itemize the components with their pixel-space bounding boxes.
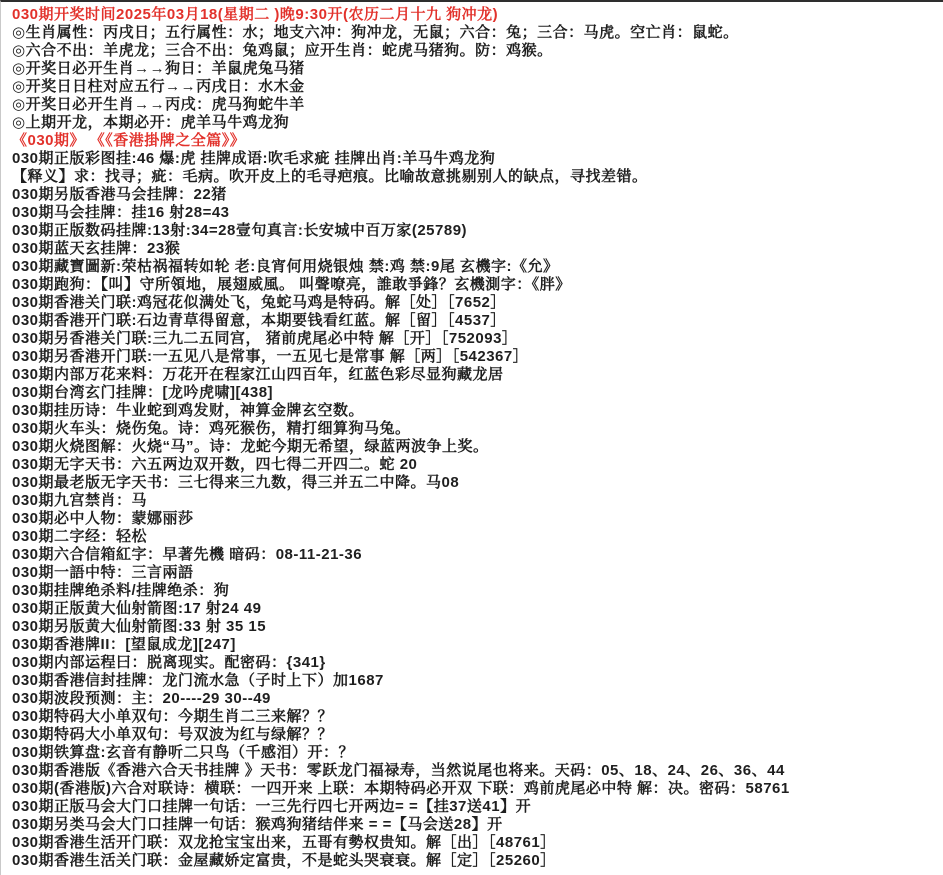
info-line-23: 030期挂历诗：牛业蛇到鸡发财，神算金牌玄空数。 — [12, 402, 365, 419]
info-line-15: 030期藏寶圖新:荣枯祸福转如轮 老:良宵何用烧银烛 禁:鸡 禁:9尾 玄機字:《允》 — [12, 258, 559, 275]
info-line-9: 030期正版彩图挂:46 爆:虎 挂牌成语:吹毛求疵 挂牌出肖:羊马牛鸡龙狗 — [12, 150, 496, 167]
header-line-1: 030期开奖时间2025年03月18(星期二 )晚9:30开(农历二月十九 狗冲龙) — [12, 6, 499, 23]
info-line-45: 030期正版马会大门口挂牌一句话：一三先行四七开两边= =【挂37送41】开 — [12, 798, 532, 815]
info-line-37: 030期内部运程曰：脱离现实。配密码：{341} — [12, 654, 326, 671]
info-line-19: 030期另香港关门联:三九二五同宫， 猪前虎尾必中特 解［开］［752093］ — [12, 330, 518, 347]
info-line-6: ◎开奖日必开生肖→→丙戌：虎马狗蛇牛羊 — [12, 96, 305, 113]
info-line-43: 030期香港版《香港六合天书挂牌 》天书：零跃龙门福禄寿，当然说尾也将来。天码：05、18、24、26、36、44 — [12, 762, 785, 779]
header-line-8: 《030期》 《《香港掛牌之全篇》》 — [12, 132, 246, 149]
info-line-48: 030期香港生活关门联：金屋藏娇定富贵，不是蛇头哭衰衰。解［定］［25260］ — [12, 852, 556, 869]
info-line-14: 030期蓝天玄挂牌：23猴 — [12, 240, 181, 257]
info-line-13: 030期正版数码挂牌:13射:34=28壹句真言:长安城中百万家(25789) — [12, 222, 468, 239]
info-line-12: 030期马会挂牌：挂16 射28=43 — [12, 204, 230, 221]
info-line-7: ◎上期开龙，本期必开：虎羊马牛鸡龙狗 — [12, 114, 290, 131]
info-line-18: 030期香港开门联:石边青草得留意，本期要钱看红蓝。解［留］［4537］ — [12, 312, 506, 329]
info-line-40: 030期特码大小单双句：今期生肖二三来解？？ — [12, 708, 334, 725]
info-line-26: 030期无字天书：六五两边双开数，四七得二开四二。蛇 20 — [12, 456, 418, 473]
info-line-3: ◎六合不出：羊虎龙；三合不出：兔鸡鼠；应开生肖：蛇虎马猪狗。防：鸡猴。 — [12, 42, 553, 59]
info-line-31: 030期六合信箱紅字：早著先機 暗码：08-11-21-36 — [12, 546, 363, 563]
info-line-24: 030期火车头：烧伤兔。诗：鸡死猴伤，精打细算狗马兔。 — [12, 420, 411, 437]
info-line-25: 030期火烧图解：火烧“马”。诗：龙蛇今期无希望，绿蓝两波争上奖。 — [12, 438, 489, 455]
info-line-30: 030期二字经：轻松 — [12, 528, 148, 545]
info-line-46: 030期另类马会大门口挂牌一句话：猴鸡狗猪结伴来 = =【马会送28】开 — [12, 816, 503, 833]
info-line-22: 030期台湾玄门挂牌：[龙吟虎啸][438] — [12, 384, 274, 401]
info-line-44: 030期(香港版)六合对联诗：横联：一四开来 上联：本期特码必开双 下联：鸡前虎尾必中特 解：决。密码：58761 — [12, 780, 790, 797]
info-line-11: 030期另版香港马会挂牌：22猪 — [12, 186, 227, 203]
info-line-32: 030期一語中特：三言兩語 — [12, 564, 194, 581]
info-line-33: 030期挂牌绝杀料/挂牌绝杀：狗 — [12, 582, 230, 599]
info-line-35: 030期另版黄大仙射箭图:33 射 35 15 — [12, 618, 267, 635]
info-line-38: 030期香港信封挂牌：龙门流水急（子时上下）加1687 — [12, 672, 384, 689]
info-line-29: 030期必中人物：蒙娜丽莎 — [12, 510, 194, 527]
info-line-42: 030期铁算盘:玄音有静听二只鸟（千感泪）开：？ — [12, 744, 355, 761]
info-line-10: 【释义】求：找寻；疵：毛病。吹开皮上的毛寻疤痕。比喻故意挑剔别人的缺点，寻找差错。 — [12, 168, 648, 185]
info-line-36: 030期香港牌II：[望鼠成龙][247] — [12, 636, 236, 653]
info-line-16: 030期跑狗：【叫】守所領地，展翅威風。 叫聲嘹亮，誰敢爭鋒？玄機測字：《胖》 — [12, 276, 571, 293]
info-line-17: 030期香港关门联:鸡冠花似满处飞，兔蛇马鸡是特码。解［处］［7652］ — [12, 294, 506, 311]
info-line-47: 030期香港生活开门联：双龙抢宝宝出来，五哥有勢权贵知。解［出］［48761］ — [12, 834, 556, 851]
info-line-4: ◎开奖日必开生肖→→狗日：羊鼠虎兔马猪 — [12, 60, 305, 77]
info-line-20: 030期另香港开门联:一五见八是常事，一五见七是常事 解［两］［542367］ — [12, 348, 529, 365]
info-line-27: 030期最老版无字天书：三七得来三九数，得三并五二中降。马08 — [12, 474, 460, 491]
info-line-28: 030期九宫禁肖：马 — [12, 492, 148, 509]
info-line-34: 030期正版黄大仙射箭图:17 射24 49 — [12, 600, 262, 617]
content-lines — [12, 6, 937, 870]
info-line-2: ◎生肖属性：丙戌日；五行属性：水；地支六冲：狗冲龙，无鼠；六合：兔；三合：马虎。空亡肖：鼠蛇。 — [12, 24, 739, 41]
info-line-5: ◎开奖日日柱对应五行→→丙戌日：水木金 — [12, 78, 305, 95]
info-line-21: 030期内部万花来料：万花开在程家江山四百年，红蓝色彩尽显狗藏龙居 — [12, 366, 504, 383]
info-line-41: 030期特码大小单双句：号双波为红与绿解？？ — [12, 726, 334, 743]
info-line-39: 030期波段预测：主：20----29 30--49 — [12, 690, 271, 707]
